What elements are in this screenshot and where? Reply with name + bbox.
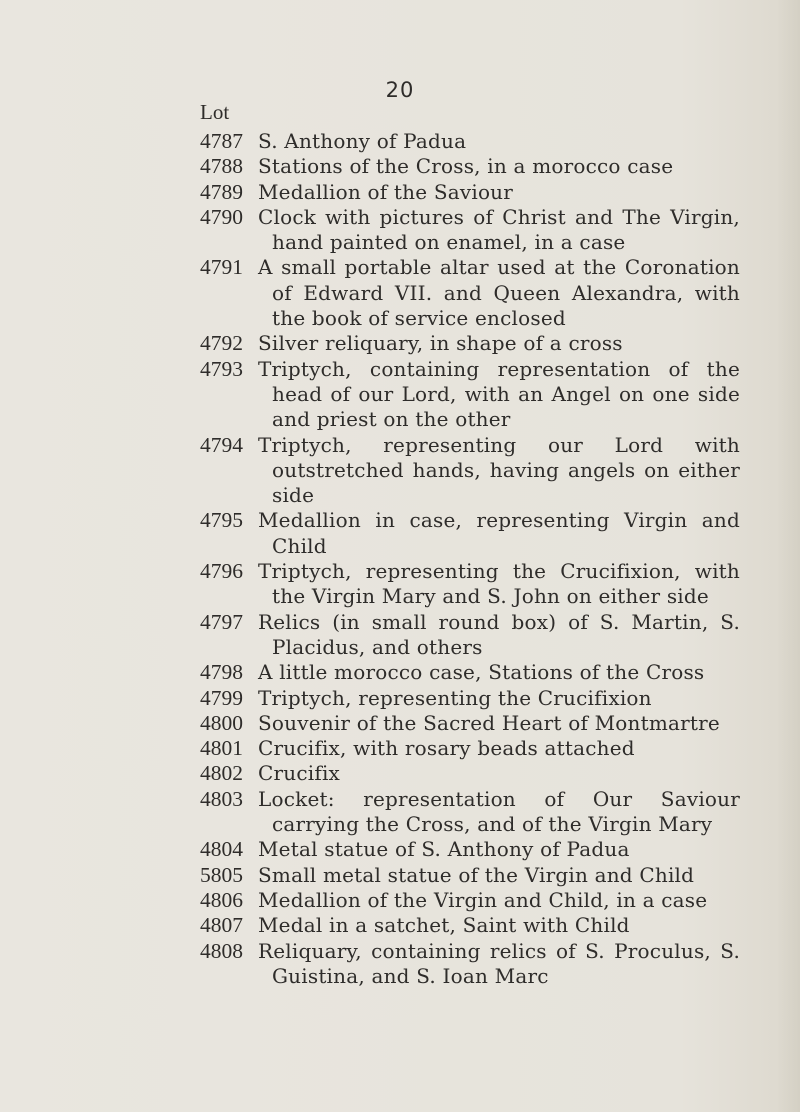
lot-number: 4788 bbox=[200, 154, 243, 179]
lot-description: Crucifix, with rosary beads attached bbox=[258, 736, 635, 761]
lot-column-header: Lot bbox=[200, 100, 230, 124]
lot-number: 4806 bbox=[200, 887, 243, 912]
lot-description: Medallion in case, representing Virgin and Child bbox=[258, 508, 740, 558]
lot-entry bbox=[200, 180, 740, 205]
lot-number: 4798 bbox=[200, 660, 243, 685]
lot-number: 4799 bbox=[200, 685, 243, 710]
lot-description: A little morocco case, Stations of the Cross bbox=[258, 660, 705, 685]
lot-description: Clock with pictures of Christ and The Virgin, hand painted on enamel, in a case bbox=[258, 204, 740, 255]
lot-description: Medal in a satchet, Saint with Child bbox=[258, 913, 630, 938]
lot-number: 4808 bbox=[200, 938, 243, 963]
lot-number: 4797 bbox=[200, 609, 243, 634]
lot-entry bbox=[200, 888, 740, 913]
lot-entry bbox=[200, 837, 740, 862]
lot-number: 4794 bbox=[200, 432, 243, 457]
lot-entry bbox=[200, 255, 740, 331]
lot-entry bbox=[200, 736, 740, 761]
lot-description: Stations of the Cross, in a morocco case bbox=[258, 154, 674, 179]
lot-description: Relics (in small round box) of S. Martin, S. Placidus, and others bbox=[258, 609, 740, 659]
lot-description: Triptych, representing the Crucifixion, with the Virgin Mary and S. John on either side bbox=[258, 559, 740, 609]
lot-number: 4800 bbox=[200, 710, 243, 735]
lot-number: 4793 bbox=[200, 356, 243, 381]
lot-description: Crucifix bbox=[258, 761, 341, 786]
lot-description: Medallion of the Virgin and Child, in a case bbox=[258, 887, 708, 912]
lot-number: 4802 bbox=[200, 761, 243, 786]
lot-description: Medallion of the Saviour bbox=[258, 179, 514, 204]
lot-entry bbox=[200, 761, 740, 786]
lot-entry bbox=[200, 508, 740, 559]
lot-number: 4803 bbox=[200, 786, 243, 811]
lot-list bbox=[200, 129, 740, 989]
lot-description: Triptych, representing the Crucifixion bbox=[258, 685, 652, 710]
lot-description: Triptych, representing our Lord with outstretched hands, having angels on either side bbox=[258, 432, 740, 508]
lot-entry bbox=[200, 610, 740, 661]
lot-entry bbox=[200, 711, 740, 736]
lot-description: Locket: representation of Our Saviour carrying the Cross, and of the Virgin Mary bbox=[258, 786, 740, 837]
page-number: 20 bbox=[385, 78, 415, 102]
lot-entry bbox=[200, 205, 740, 256]
lot-entry bbox=[200, 787, 740, 838]
lot-number: 4787 bbox=[200, 129, 243, 153]
lot-number: 5805 bbox=[200, 862, 243, 887]
lot-number: 4789 bbox=[200, 179, 243, 204]
lot-description: Triptych, containing representation of the head of our Lord, with an Angel on one side and priest on the other bbox=[258, 356, 740, 432]
lot-entry bbox=[200, 433, 740, 509]
lot-entry bbox=[200, 357, 740, 433]
lot-description: A small portable altar used at the Coronation of Edward VII. and Queen Alexandra, with the book of service enclosed bbox=[258, 255, 740, 331]
lot-number: 4804 bbox=[200, 837, 243, 862]
lot-entry bbox=[200, 913, 740, 938]
lot-entry bbox=[200, 154, 740, 179]
lot-entry bbox=[200, 559, 740, 610]
lot-description: Small metal statue of the Virgin and Child bbox=[258, 862, 695, 887]
lot-entry bbox=[200, 939, 740, 990]
lot-description: Reliquary, containing relics of S. Proculus, S. Guistina, and S. Ioan Marc bbox=[258, 938, 740, 988]
lot-number: 4807 bbox=[200, 913, 243, 938]
lot-entry bbox=[200, 863, 740, 888]
lot-number: 4792 bbox=[200, 331, 243, 356]
lot-number: 4801 bbox=[200, 736, 243, 761]
lot-entry bbox=[200, 331, 740, 356]
lot-description: S. Anthony of Padua bbox=[258, 129, 467, 153]
lot-number: 4796 bbox=[200, 559, 243, 584]
lot-description: Silver reliquary, in shape of a cross bbox=[258, 331, 623, 356]
lot-entry bbox=[200, 660, 740, 685]
lot-entry bbox=[200, 129, 740, 154]
lot-number: 4795 bbox=[200, 508, 243, 533]
lot-number: 4791 bbox=[200, 255, 243, 280]
lot-number: 4790 bbox=[200, 204, 243, 229]
lot-description: Metal statue of S. Anthony of Padua bbox=[258, 837, 630, 862]
lot-entry bbox=[200, 686, 740, 711]
lot-description: Souvenir of the Sacred Heart of Montmartre bbox=[258, 710, 720, 735]
